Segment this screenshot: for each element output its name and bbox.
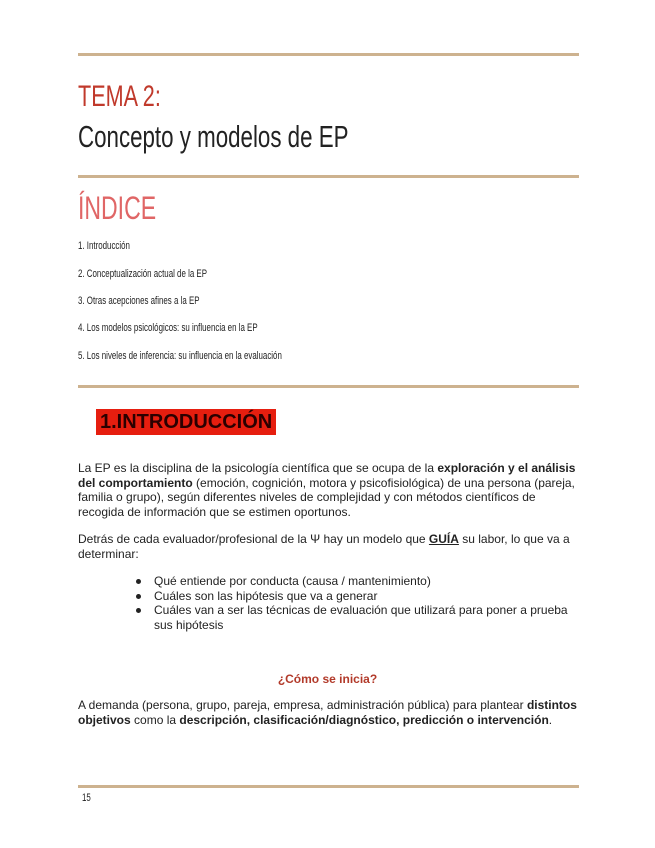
- toc-item[interactable]: 3. Otras acepciones afines a la EP: [78, 295, 200, 307]
- underlined-bold-text: GUÍA: [428, 532, 459, 546]
- top-divider: [78, 53, 579, 56]
- bullet-list: [136, 574, 580, 632]
- toc-item[interactable]: 4. Los modelos psicológicos: su influencia en la EP: [78, 322, 258, 334]
- paragraph-text: A demanda (persona, grupo, pareja, empresa, administración pública) para plantear: [78, 698, 527, 712]
- paragraph-text: .: [548, 712, 553, 727]
- bold-text: distintos objetivos: [78, 698, 577, 727]
- demand-paragraph: [78, 698, 578, 727]
- list-item: Cuáles son las hipótesis que va a generar: [136, 589, 580, 604]
- bold-text: exploración y el análisis del comportamiento: [78, 461, 576, 490]
- footer-divider: [78, 785, 579, 788]
- toc-item[interactable]: 5. Los niveles de inferencia: su influencia en la evaluación: [78, 350, 282, 362]
- paragraph-text: Detrás de cada evaluador/profesional de la Ψ hay un modelo que: [78, 532, 429, 546]
- intro-paragraph: [78, 461, 578, 519]
- index-heading: ÍNDICE: [78, 190, 157, 226]
- list-item: Qué entiende por conducta (causa / mantenimiento): [136, 574, 580, 589]
- toc-item[interactable]: 1. Introducción: [78, 240, 130, 252]
- paragraph-text: como la: [130, 712, 180, 727]
- title-divider: [78, 175, 579, 178]
- bold-text: descripción, clasificación/diagnóstico, predicción o intervención: [179, 712, 549, 727]
- toc-item[interactable]: 2. Conceptualización actual de la EP: [78, 268, 208, 280]
- paragraph-text: La EP es la disciplina de la psicología científica que se ocupa de la: [78, 461, 438, 475]
- tema-label: TEMA 2:: [78, 80, 161, 113]
- model-paragraph: [78, 532, 578, 561]
- paragraph-text: (emoción, cognición, motora y psicofisiológica) de una persona (pareja, familia o grupo), según diferentes niveles de complejidad y con métodos científicos de recogida de información que se estimen oportunos.: [78, 475, 575, 519]
- document-title: Concepto y modelos de EP: [78, 119, 349, 154]
- page-number: 15: [82, 792, 91, 804]
- question-heading: ¿Cómo se inicia?: [277, 672, 378, 686]
- index-divider: [78, 385, 579, 388]
- paragraph-text: su labor, lo que va a determinar:: [78, 532, 570, 561]
- section-title: 1.INTRODUCCIÓN: [96, 409, 276, 435]
- list-item: Cuáles van a ser las técnicas de evaluación que utilizará para poner a prueba sus hipótesis: [136, 603, 580, 632]
